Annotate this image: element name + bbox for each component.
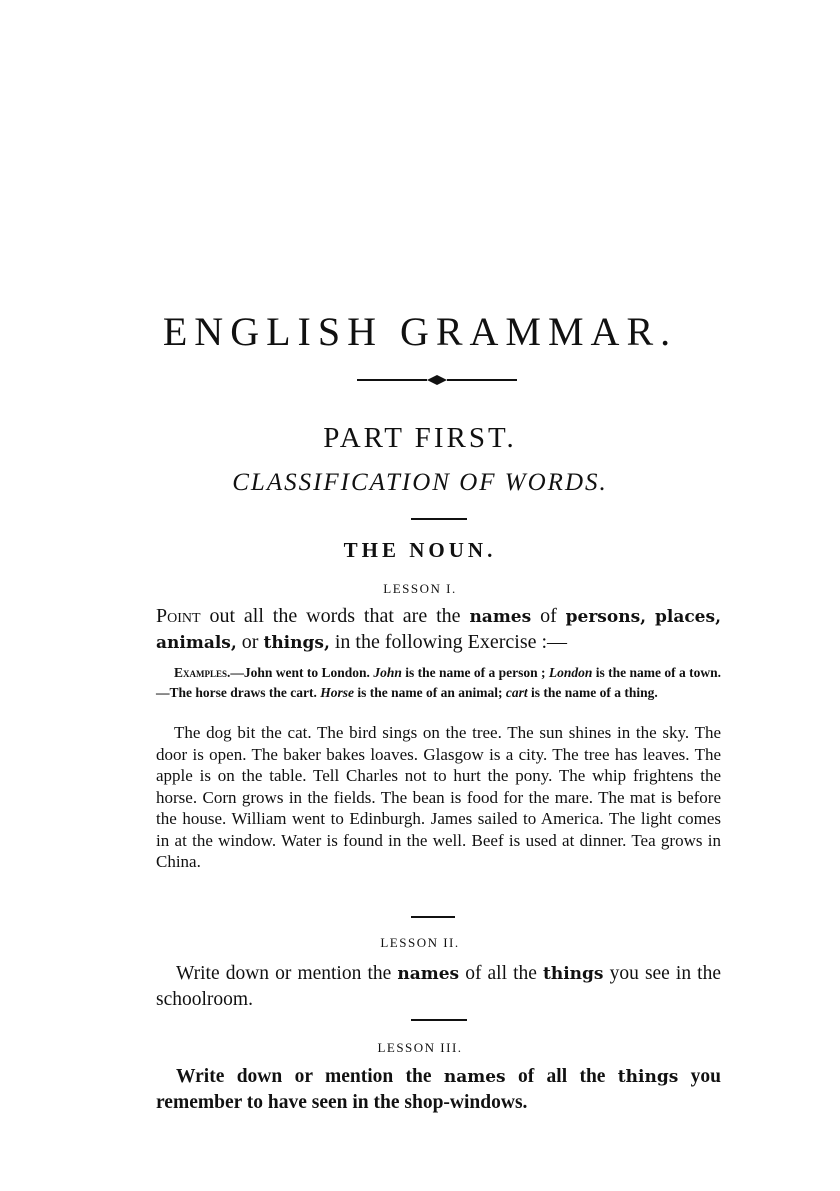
lesson-1-instruction: Point out all the words that are the names of persons, places, animals, or things, in the following Exercise :— xyxy=(156,605,721,653)
instruction-lead: Point xyxy=(156,605,201,627)
lesson-1-heading: LESSON I. xyxy=(383,581,457,596)
ornament-divider xyxy=(357,372,517,388)
lesson-rule-2 xyxy=(411,1019,467,1021)
lesson-3-text: Write down or mention the names of all the things you remember to have seen in the shop-windows. xyxy=(156,1066,721,1113)
lesson-rule-1 xyxy=(411,916,455,918)
section-rule xyxy=(411,518,467,520)
lesson-2-heading: LESSON II. xyxy=(380,935,460,950)
lesson-1-exercise: The dog bit the cat. The bird sings on the tree. The sun shines in the sky. The door is open. The baker bakes loaves. Glasgow is a city. The tree has leaves. The apple is on the table. Tell Charles not to hurt the pony. The whip frightens the horse. Corn grows in the fields. The bean is food for the mare. The mat is before the house. William went to Edinburgh. James sailed to America. The light comes in at the window. Water is found in the well. Beef is used at dinner. Tea grows in China. xyxy=(156,723,721,871)
part-heading: PART FIRST. xyxy=(323,422,517,454)
lesson-3-heading: LESSON III. xyxy=(377,1040,463,1055)
lesson-2-text: Write down or mention the names of all the things you see in the schoolroom. xyxy=(156,963,722,1010)
examples-lead: Examples. xyxy=(174,665,231,680)
section-heading: THE NOUN. xyxy=(343,538,497,562)
lesson-1-examples: Examples.—John went to London. John is the name of a person ; London is the name of a town.—The horse draws the cart. Horse is the name of an animal; cart is the name of a thing. xyxy=(156,665,721,700)
page-title: ENGLISH GRAMMAR. xyxy=(162,309,678,354)
part-subtitle: CLASSIFICATION OF WORDS. xyxy=(232,469,608,496)
